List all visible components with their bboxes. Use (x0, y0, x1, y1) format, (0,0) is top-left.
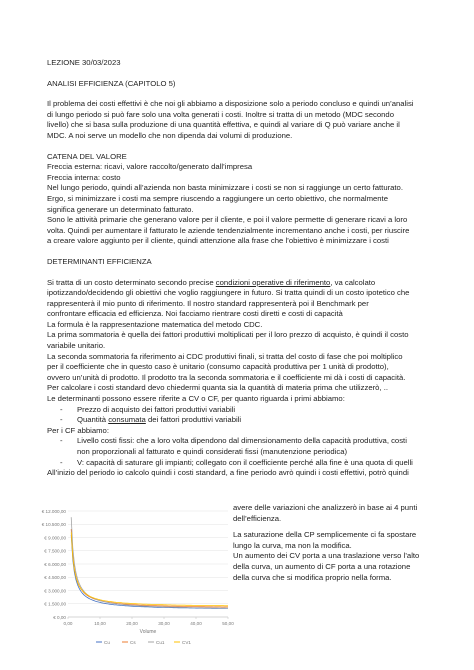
value-chain-line: significa generare un determinato fatturato. (47, 204, 194, 214)
fixed-costs-intro: Per i CF abbiamo: (47, 425, 109, 435)
determinants-line: La prima sommatoria è quella dei fattori produttivi moltiplicati per il loro prezzo di acquisto, è quindi il costo (47, 330, 409, 340)
value-chain-line: Freccia esterna: ricavi, valore raccolto/generato dall’impresa (47, 162, 253, 172)
chart-svg (32, 505, 232, 647)
determinants-title: DETERMINANTI EFFICIENZA (47, 256, 152, 266)
legend-label: CV1 (182, 639, 191, 645)
side-line: lungo la curva, ma non la modifica. (233, 540, 352, 550)
y-tick-label: € 1.500,00 (44, 601, 66, 607)
series-line-cu (71, 535, 228, 609)
legend-label: Cu1 (156, 639, 165, 645)
section-title-efficiency: ANALISI EFFICIENZA (CAPITOLO 5) (47, 78, 176, 88)
chart-side-notes (233, 503, 448, 583)
determinants-line: All’inizio del periodo io calcolo quindi i costi standard, a fine periodo avrò quindi i costi effettivi, potrò quindi (47, 468, 409, 478)
y-tick-label: € 7.500,00 (44, 548, 66, 554)
determinants-line: Le determinanti possono essere riferite a CV o CF, per quanto riguarda i primi abbiamo: (47, 394, 345, 404)
x-tick-label: 40,00 (190, 621, 202, 626)
text-span: Si tratta di un costo determinato secondo precise (47, 277, 216, 287)
determinants-line: La formula è la rappresentazione matematica del metodo CDC. (47, 319, 263, 329)
value-chain-title: CATENA DEL VALORE (47, 151, 127, 161)
consumed-underlined: consumata (108, 415, 146, 425)
determinants-line: ovvero un’unità di prodotto. Il prodotto tra la seconda sommatoria e il coefficiente mi dà i costi di capacità. (47, 372, 406, 382)
intro-line: Il problema dei costi effettivi è che noi gli abbiamo a disposizione solo a periodo concluso e quindi un’analisi (47, 99, 414, 109)
determinants-line (47, 278, 447, 289)
value-chain-line: volta. Quindi per aumentare il fatturato le aziende tendenzialmente incrementano anche i costi, per riuscire (47, 225, 410, 235)
side-line: dell’efficienza. (233, 513, 282, 523)
determinants-line: La seconda sommatoria fa riferimento ai CDC produttivi finali, si tratta del costo di fase che poi moltiplico (47, 351, 403, 361)
text-span: dei fattori produttivi variabili (145, 415, 242, 425)
value-chain-line: Ergo, si minimizzare i costi ma sempre riuscendo a raggiungere un certo obiettivo, che normalmente (47, 193, 388, 203)
y-tick-label: € 3.000,00 (44, 588, 66, 594)
cost-volume-chart (32, 505, 232, 647)
bullet-saturation: - V: capacità di saturare gli impianti; collegato con il coefficiente perché alla fine è una quota di quelli (47, 458, 447, 469)
y-tick-label: € 10.500,00 (41, 522, 66, 528)
value-chain-line: Sono le attività primarie che generano valore per il cliente, e poi il valore permette di generare ricavi a loro (47, 215, 408, 225)
text-span: , va calcolato (330, 277, 376, 287)
side-line: Un aumento dei CV porta a una traslazione verso l’alto (233, 551, 420, 561)
determinants-line: Per calcolare i costi standard devo chiedermi quanta sia la quantità di materia prima che utilizzerò, .. (47, 383, 388, 393)
value-chain-line: Freccia interna: costo (47, 172, 121, 182)
intro-line: MDC. A noi serve un modello che non dipenda dai volumi di produzione. (47, 130, 293, 140)
x-tick-label: 30,00 (158, 621, 170, 626)
y-tick-label: € 0,00 (53, 614, 66, 620)
value-chain-paragraph (47, 162, 447, 247)
x-tick-label: 20,00 (126, 621, 138, 626)
legend-label: Cu (104, 639, 110, 645)
intro-paragraph (47, 99, 447, 141)
determinants-line: per il coefficiente che in questo caso è unitario (consumo capacità produttiva per 1 unità di prodotto), (47, 362, 389, 372)
determinants-line: ipotizzando/decidendo gli obiettivi che voglio raggiungere in futuro. Si tratta quindi di un costo ipotetico che (47, 288, 410, 298)
determinants-line: confrontare efficacia ed efficienza. Noi facciamo rientrare costi diretti e costi di capacità (47, 309, 343, 319)
bullet-fixed-cost-level: - Livello costi fissi: che a loro volta dipendono dal dimensionamento della capacità produttiva, costi (47, 436, 447, 447)
bullet-purchase-price: - Prezzo di acquisto dei fattori produttivi variabili (47, 405, 447, 416)
lesson-date: LEZIONE 30/03/2023 (47, 58, 121, 67)
series-line-cv1 (71, 532, 228, 606)
determinants-line: variabile unitario. (47, 341, 106, 351)
y-tick-label: € 9.000,00 (44, 535, 66, 541)
notes-page (47, 58, 447, 479)
intro-line: di lungo periodo si può fare solo una volta generati i costi. Inoltre si tratta di un metodo (MDC secondo (47, 109, 394, 119)
series-line-cs (71, 529, 228, 607)
value-chain-line: Nel lungo periodo, quindi all’azienda non basta minimizzare i costi se non si raggiunge un certo fatturato. (47, 183, 403, 193)
text-span: Quantità (77, 415, 109, 425)
determinants-line: rappresenterà il mio punto di riferimento. Il nostro standard rappresenterà poi il Benchmark per (47, 298, 369, 308)
bullet-consumed-quantity (47, 415, 447, 426)
legend-label: Cs (130, 639, 136, 645)
side-line: avere delle variazioni che analizzerò in base ai 4 punti (233, 503, 418, 512)
y-tick-label: € 12.000,00 (41, 508, 66, 514)
side-line: La saturazione della CP semplicemente ci fa spostare (233, 530, 417, 540)
value-chain-line: a creare valore aggiunto per il cliente, quindi attenzione alla frase che l’obiettivo è minimizzare i costi (47, 236, 389, 246)
x-tick-label: 10,00 (94, 621, 106, 626)
intro-line: livello) che si basa sulla produzione di una quantità effettiva, e quindi al variare di Q può variare anche il (47, 120, 400, 130)
x-tick-label: 0,00 (63, 621, 73, 626)
series-line-cu1 (71, 517, 228, 608)
x-axis-label: Volume (139, 629, 157, 635)
reference-conditions-underlined: condizioni operative di riferimento (215, 277, 331, 287)
bullet-continuation: non proporzionali al fatturato e quindi considerati fissi (manutenzione periodica) (77, 447, 348, 456)
y-tick-label: € 6.000,00 (44, 561, 66, 567)
y-tick-label: € 4.500,00 (44, 575, 66, 581)
side-line: della curva, un aumento di CF porta a una rotazione (233, 561, 411, 571)
side-line: della curva che si modifica proprio nella forma. (233, 572, 392, 582)
x-tick-label: 50,00 (222, 621, 234, 626)
